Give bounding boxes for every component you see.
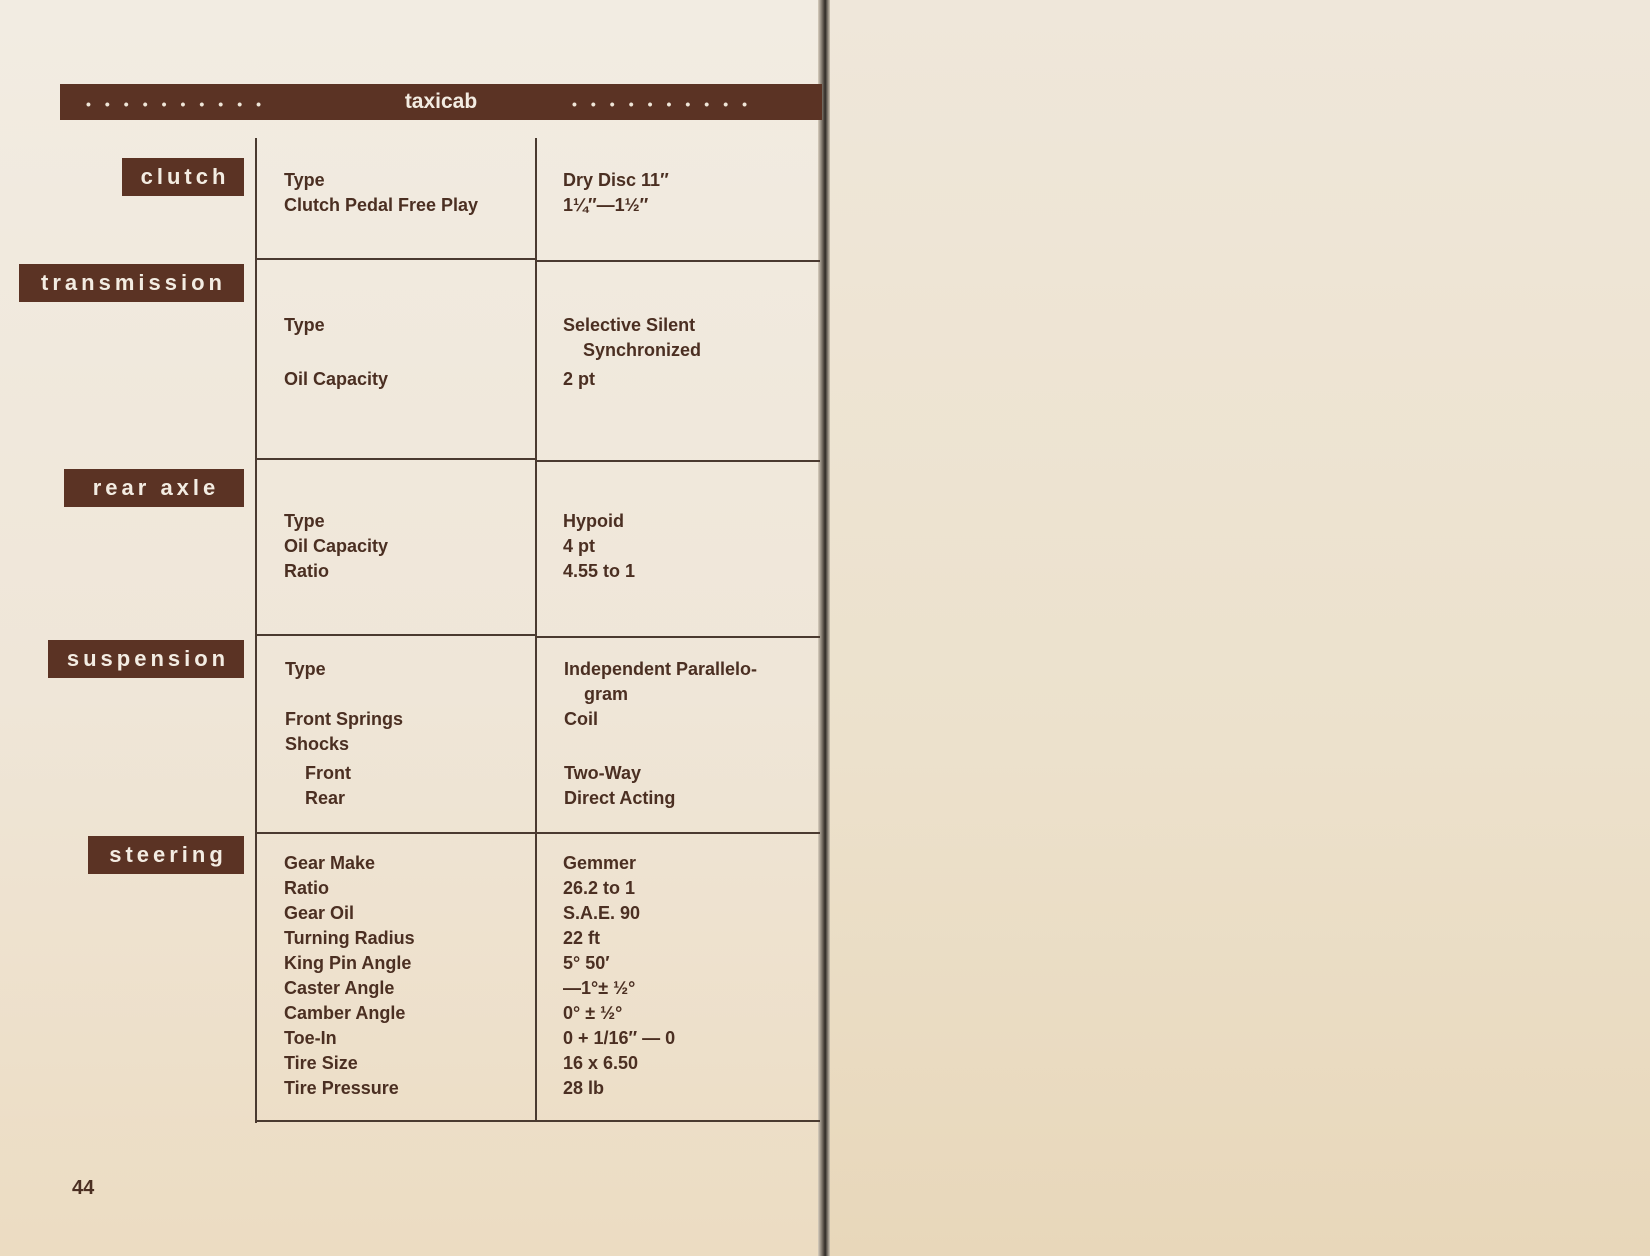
spec-name: Ratio (284, 878, 329, 898)
spec-name: Type (285, 659, 326, 679)
rule-clutch-left (257, 258, 535, 260)
spec-value: Coil (564, 709, 598, 729)
spec-name: Gear Make (284, 853, 376, 873)
rule-transmission-left (257, 458, 535, 460)
spec-name: Tire Size (284, 1053, 358, 1073)
page-title: taxicab (404, 90, 478, 113)
spec-value: Selective Silent (563, 315, 696, 335)
spec-name: Front Springs (285, 709, 403, 729)
spec-value: 0° ± ½° (563, 1003, 623, 1023)
rule-clutch-right (537, 260, 820, 262)
spec-value: Direct Acting (564, 788, 676, 808)
suspension-values (564, 657, 757, 811)
spec-name: Rear (305, 788, 346, 808)
spec-name: Toe-In (284, 1028, 337, 1048)
spec-name: Shocks (285, 734, 350, 754)
spec-value: 28 lb (563, 1078, 605, 1098)
section-label-clutch: clutch (122, 158, 244, 196)
spec-name: Caster Angle (284, 978, 395, 998)
spec-value: 5° 50′ (563, 953, 610, 973)
section-label-transmission: transmission (19, 264, 244, 302)
clutch-values (563, 168, 669, 218)
rear-axle-names (284, 509, 388, 584)
spec-value: 16 x 6.50 (563, 1053, 639, 1073)
transmission-names (284, 313, 388, 392)
table-rule-middle (535, 138, 537, 1120)
banner-dots-right: •••••••••• (572, 96, 762, 112)
spec-value: Independent Parallelo- (564, 659, 758, 679)
section-label-steering: steering (88, 836, 244, 874)
title-banner (60, 84, 822, 120)
spec-value: gram (584, 684, 629, 704)
rule-rear-axle-left (257, 634, 535, 636)
spec-value: Gemmer (563, 853, 637, 873)
spec-name: Clutch Pedal Free Play (284, 195, 479, 215)
rule-suspension-right (537, 832, 820, 834)
banner-dots-left: •••••••••• (86, 96, 276, 112)
spec-name: Ratio (284, 561, 329, 581)
spec-name: King Pin Angle (284, 953, 412, 973)
spec-name: Oil Capacity (284, 369, 389, 389)
steering-values (563, 851, 675, 1101)
spec-name: Turning Radius (284, 928, 415, 948)
suspension-names (285, 657, 403, 811)
spec-value: 4.55 to 1 (563, 561, 636, 581)
rule-transmission-right (537, 460, 820, 462)
page-number: 44 (72, 1177, 95, 1199)
right-page-blank (828, 0, 1650, 1256)
spec-value: —1°± ½° (563, 978, 636, 998)
spec-value: Dry Disc 11″ (563, 170, 669, 190)
section-label-rear-axle: rear axle (64, 469, 244, 507)
section-label-suspension: suspension (48, 640, 244, 678)
spec-name: Gear Oil (284, 903, 355, 923)
table-rule-left (255, 138, 257, 1123)
rule-table-bottom (255, 1120, 820, 1122)
spec-name: Tire Pressure (284, 1078, 399, 1098)
rule-suspension-left (257, 832, 535, 834)
spec-value: 2 pt (563, 369, 596, 389)
spec-value: Two-Way (564, 763, 641, 783)
transmission-values (563, 313, 701, 392)
spec-name: Camber Angle (284, 1003, 406, 1023)
spec-value: 26.2 to 1 (563, 878, 636, 898)
spec-value: Hypoid (563, 511, 624, 531)
spec-value: 22 ft (563, 928, 601, 948)
spec-name: Type (284, 170, 325, 190)
spec-value: Synchronized (583, 340, 702, 360)
spec-name: Type (284, 511, 325, 531)
spec-value: S.A.E. 90 (563, 903, 641, 923)
steering-names (284, 851, 415, 1101)
spec-value: 1¼″—1½″ (563, 195, 649, 215)
rule-rear-axle-right (537, 636, 820, 638)
clutch-names (284, 168, 478, 218)
book-gutter (818, 0, 830, 1256)
spec-name: Oil Capacity (284, 536, 389, 556)
spec-value: 0 + 1/16″ — 0 (563, 1028, 676, 1048)
rear-axle-values (563, 509, 635, 584)
spec-name: Front (305, 763, 351, 783)
spec-value: 4 pt (563, 536, 596, 556)
spec-name: Type (284, 315, 325, 335)
